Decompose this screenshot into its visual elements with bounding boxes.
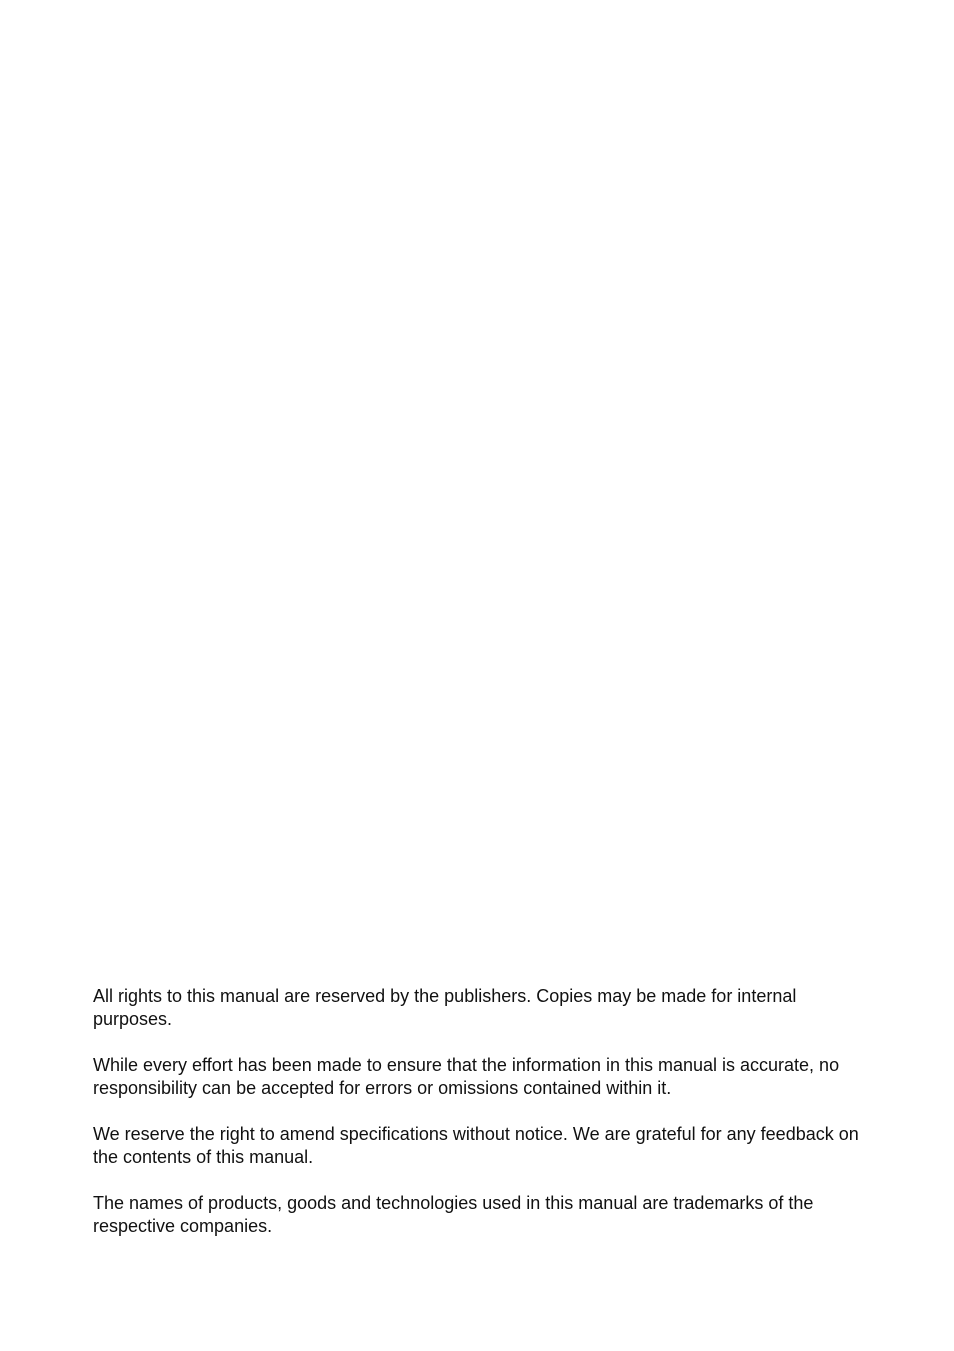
legal-notice bbox=[93, 985, 873, 1238]
accuracy-disclaimer-paragraph: While every effort has been made to ensure that the information in this manual is accurate, no responsibility can be accepted for errors or omissions contained within it. bbox=[93, 1055, 840, 1098]
trademarks-paragraph: The names of products, goods and technologies used in this manual are trademarks of the respective companies. bbox=[93, 1193, 814, 1236]
specifications-paragraph: We reserve the right to amend specifications without notice. We are grateful for any feedback on the contents of this manual. bbox=[93, 1124, 859, 1167]
rights-paragraph: All rights to this manual are reserved by the publishers. Copies may be made for internal purposes. bbox=[93, 986, 797, 1029]
